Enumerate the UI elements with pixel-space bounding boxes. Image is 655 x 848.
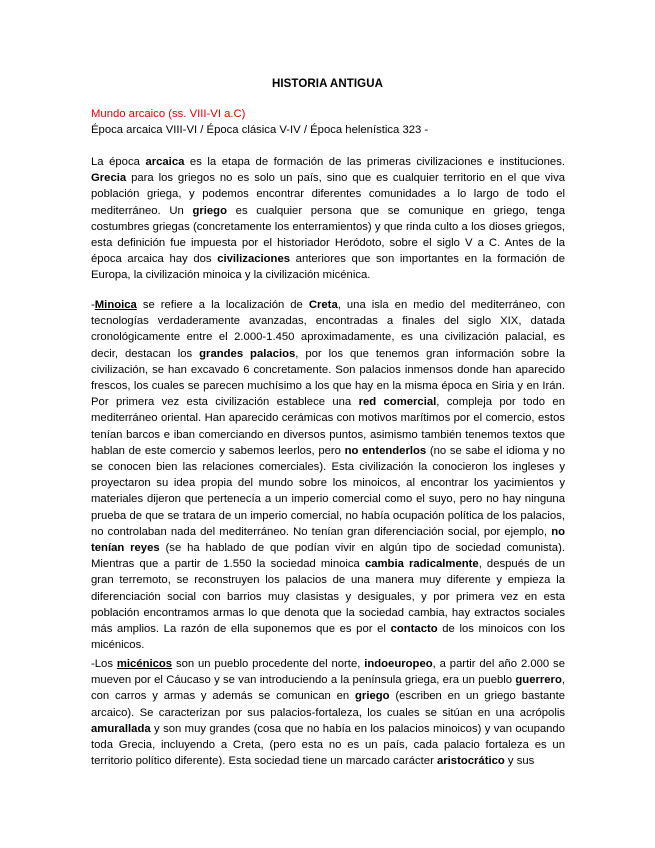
- text-run: son un pueblo procedente del norte,: [172, 658, 365, 670]
- text-run: es la etapa de formación de las primeras civilizaciones e instituciones.: [184, 156, 565, 168]
- bold-term: red comercial: [358, 396, 437, 409]
- text-run: (no se sabe el idioma y no se conocen bien las relaciones comerciales). Esta civilización la conocieron los ingleses y proyectaron su idea propia del mundo sobre los minoicos, al encontrar los yacimientos y materiales dijeron que pertenecía a un imperio comercial como el suyo, pero no hay ninguna prueba de que se tratara de un imperio comercial, no había ocupación política de los palacios, no controlaban nada del mediterráneo. No tenían gran diferenciación social, por ejemplo,: [91, 444, 565, 538]
- bold-term: Creta: [308, 299, 338, 311]
- bold-term: griego: [355, 690, 390, 703]
- text-run: se refiere a la localización de: [136, 299, 309, 311]
- text-run: y son muy grandes (cosa que no había en los palacios minoicos) y van ocupando toda Grecia, incluyendo a Creta, (pero esta no es un país, cada palacio fortaleza es un territorio político diferente). Esta sociedad tiene un marcado carácter: [91, 722, 565, 768]
- paragraph-intro: [91, 154, 565, 284]
- bold-term: grandes palacios: [199, 347, 296, 360]
- bold-term: Grecia: [91, 172, 127, 185]
- section-heading: Mundo arcaico (ss. VIII-VI a.C): [91, 108, 246, 120]
- bold-term: griego: [192, 204, 227, 217]
- bold-term: civilizaciones: [217, 253, 291, 266]
- text-run: de los minoicos con los micénicos.: [91, 623, 565, 652]
- text-run: La época: [91, 156, 146, 168]
- text-run: (escriben en un griego bastante arcaico). Se caracterizan por sus palacios-fortaleza, los cuales se sitúan en una acrópolis: [91, 690, 565, 719]
- text-run: es cualquier persona que se comunique en griego, tenga costumbres griegas (concretamente los enterramientos) y que rinda culto a los dioses griegos, esta definición fue impuesta por el historiador Heródoto, sobre el siglo V a C. Antes de la época arcaica hay dos: [91, 204, 565, 266]
- bold-term: no tenían reyes: [91, 525, 565, 555]
- bold-term: guerrero: [515, 674, 562, 687]
- text-run: para los griegos no es solo un país, sino que es cualquier territorio en el que viva población griega, y podemos encontrar diferentes comunidades a lo largo de todo el mediterráneo. Un: [91, 172, 565, 217]
- paragraph-minoica: [91, 297, 565, 653]
- text-run: y sus: [504, 755, 535, 768]
- text-run: -: [91, 299, 95, 311]
- bold-term: cambia radicalmente: [364, 558, 479, 571]
- bold-term: no entenderlos: [344, 444, 427, 457]
- text-run: , compleja por todo en mediterráneo oriental. Han aparecido cerámicas con motivos marítimos por el comercio, estos tenían barcos e iban comerciando en diversos puntos, asimismo también tenemos textos que hablan de este comercio y sabemos leerlos, pero: [91, 396, 565, 457]
- bold-term: arcaica: [145, 156, 185, 168]
- section-header: [91, 106, 565, 138]
- underlined-bold-term: micénicos: [116, 658, 173, 670]
- document-title: HISTORIA ANTIGUA: [271, 78, 384, 90]
- text-run: , a partir del año 2.000 se mueven por el Cáucaso y se van introduciendo a la península griega, era un pueblo: [91, 658, 565, 687]
- bold-term: contacto: [390, 623, 438, 636]
- text-run: , una isla en medio del mediterráneo, con tecnologías verdaderamente avanzadas, encontradas a finales del siglo XIX, datada cronológicamente entre el 2.000-1.450 aproximadamente, es una civilización palacial, es decir, destacan los: [91, 299, 566, 360]
- bold-term: aristocrático: [436, 755, 505, 768]
- bold-term: amurallada: [91, 722, 151, 735]
- epochs-line: Época arcaica VIII-VI / Época clásica V-IV / Época helenística 323 -: [91, 124, 429, 137]
- underlined-bold-term: Minoica: [94, 299, 137, 311]
- text-run: , por los que tenemos gran información sobre la civilización, se han excavado 6 concretamente. Son palacios inmensos donde han aparecido frescos, los cuales se parecen muchísimo a los que hay en la misma época en Siria y en Irán. Por primera vez esta civilización establece una: [91, 347, 566, 409]
- text-run: anteriores que son importantes en la formación de Europa, la civilización minoica y la civilización micénica.: [91, 253, 565, 282]
- text-run: , con carros y armas y además se comunican en: [91, 674, 565, 703]
- bold-term: indoeuropeo: [364, 658, 433, 670]
- text-run: -Los: [91, 658, 117, 670]
- paragraph-micenicos: [91, 656, 565, 769]
- text-run: , después de un gran terremoto, se reconstruyen los palacios de una manera muy diferente y empieza la diferenciación social con barrios muy clasistas y desiguales, y por primera vez en esta población encontramos armas lo que denota que la sociedad cambia, hay extractos sociales más amplios. La razón de ella suponemos que es por el: [91, 558, 565, 636]
- text-run: (se ha hablado de que podían vivir en algún tipo de sociedad comunista). Mientras que a partir de 1.550 la sociedad minoica: [91, 542, 565, 571]
